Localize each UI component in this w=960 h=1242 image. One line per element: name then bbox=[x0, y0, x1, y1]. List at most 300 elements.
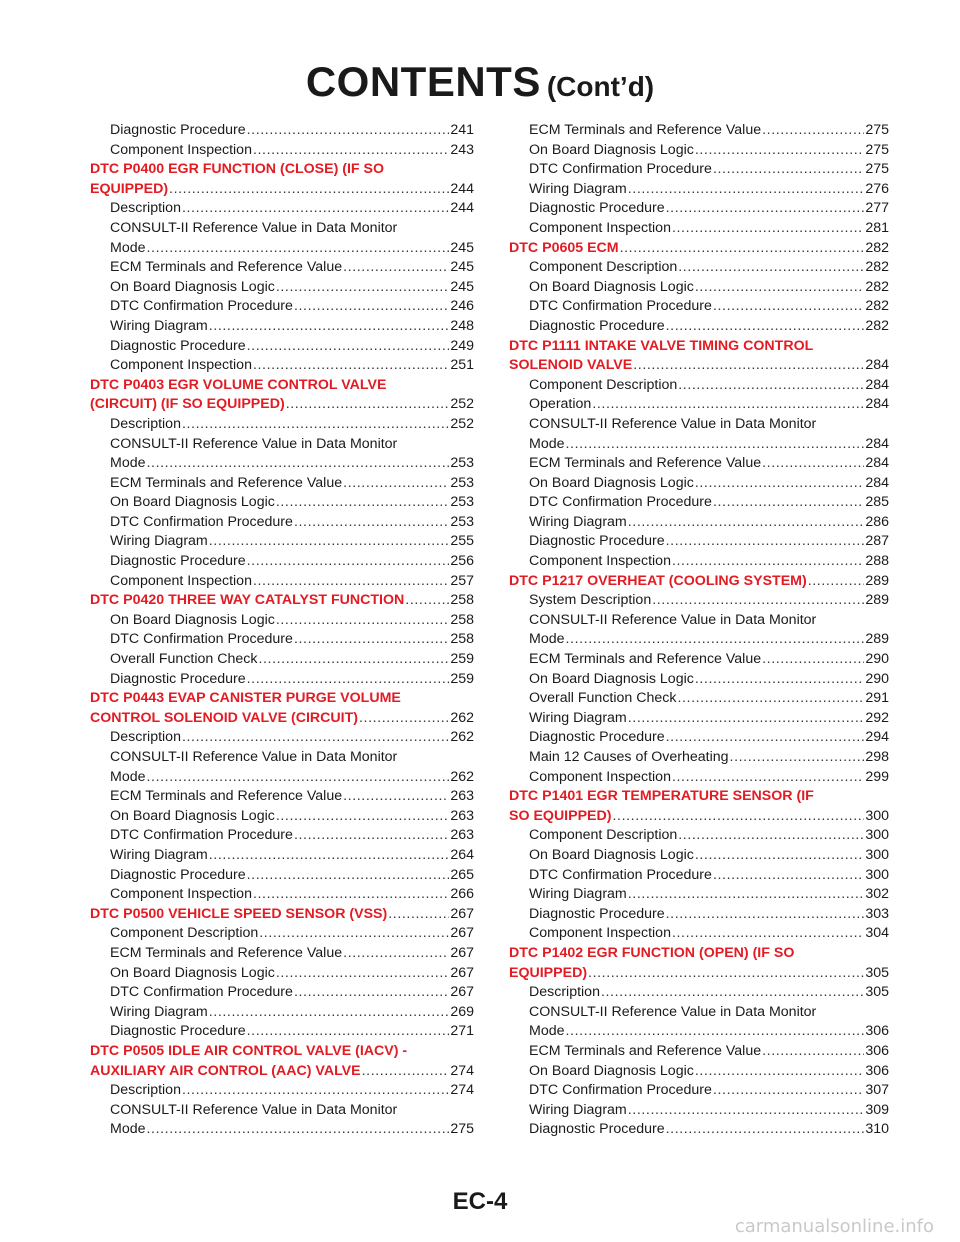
toc-entry[interactable] bbox=[90, 278, 474, 298]
toc-entry[interactable] bbox=[90, 435, 474, 455]
toc-entry-title: On Board Diagnosis Logic bbox=[529, 474, 694, 491]
toc-entry-page: 267 bbox=[450, 944, 474, 961]
watermark: carmanualsonline.info bbox=[734, 1216, 934, 1237]
toc-entry[interactable] bbox=[90, 846, 474, 866]
toc-entry[interactable] bbox=[509, 474, 889, 494]
toc-entry[interactable] bbox=[90, 944, 474, 964]
toc-entry[interactable] bbox=[509, 1101, 889, 1121]
toc-leader-dots bbox=[713, 297, 864, 317]
toc-entry-page: 289 bbox=[865, 592, 889, 609]
toc-right-column bbox=[509, 121, 889, 1140]
toc-entry-title: Diagnostic Procedure bbox=[110, 122, 246, 138]
toc-entry[interactable] bbox=[509, 180, 889, 200]
toc-leader-dots bbox=[678, 376, 864, 396]
toc-entry[interactable] bbox=[509, 905, 889, 925]
toc-entry[interactable] bbox=[509, 513, 889, 533]
toc-leader-dots bbox=[247, 1022, 450, 1042]
toc-entry-title: On Board Diagnosis Logic bbox=[110, 611, 275, 628]
toc-entry[interactable] bbox=[509, 1062, 889, 1082]
toc-entry-title: ECM Terminals and Reference Value bbox=[110, 259, 343, 276]
toc-entry-title: Diagnostic Procedure bbox=[529, 533, 665, 550]
toc-entry-page: 291 bbox=[865, 690, 889, 707]
toc-entry[interactable] bbox=[509, 924, 889, 944]
toc-leader-dots bbox=[294, 513, 449, 533]
toc-entry[interactable] bbox=[90, 866, 474, 886]
toc-entry-page: 294 bbox=[865, 729, 889, 746]
toc-section-heading[interactable] bbox=[90, 395, 474, 415]
toc-entry[interactable] bbox=[509, 415, 889, 435]
toc-entry[interactable] bbox=[509, 395, 889, 415]
toc-entry[interactable] bbox=[90, 728, 474, 748]
toc-entry-title: CONSULT-II Reference Value in Data Monitor bbox=[110, 435, 398, 452]
toc-entry-title: Component Inspection bbox=[529, 768, 671, 785]
toc-leader-dots bbox=[294, 297, 449, 317]
toc-leader-dots bbox=[294, 983, 449, 1003]
toc-entry[interactable] bbox=[90, 983, 474, 1003]
toc-section-heading[interactable] bbox=[90, 1042, 474, 1062]
toc-leader-dots bbox=[247, 337, 450, 357]
toc-entry-page: 255 bbox=[450, 533, 474, 550]
toc-entry[interactable] bbox=[90, 826, 474, 846]
toc-entry[interactable] bbox=[509, 1022, 889, 1042]
toc-entry-title: Component Description bbox=[529, 259, 678, 276]
toc-leader-dots bbox=[247, 670, 450, 690]
toc-entry[interactable] bbox=[90, 239, 474, 259]
toc-entry-title: DTC P0400 EGR FUNCTION (CLOSE) (IF SO bbox=[90, 161, 385, 178]
toc-section-heading[interactable] bbox=[509, 807, 889, 827]
toc-section-heading[interactable] bbox=[90, 905, 474, 925]
toc-entry-page: 282 bbox=[865, 298, 889, 315]
toc-entry-page: 248 bbox=[450, 317, 474, 334]
toc-entry-title: Description bbox=[110, 415, 181, 432]
toc-entry-page: 256 bbox=[450, 553, 474, 570]
toc-entry-page: 302 bbox=[865, 886, 889, 903]
toc-entry-page: 259 bbox=[450, 651, 474, 668]
toc-entry-page: 285 bbox=[865, 494, 889, 511]
toc-entry[interactable] bbox=[509, 493, 889, 513]
toc-entry-title: EQUIPPED) bbox=[90, 180, 169, 197]
toc-entry-page: 310 bbox=[865, 1121, 889, 1138]
toc-entry[interactable] bbox=[509, 532, 889, 552]
toc-entry-page: 257 bbox=[450, 572, 474, 589]
toc-entry-title: ECM Terminals and Reference Value bbox=[529, 651, 762, 668]
toc-entry[interactable] bbox=[90, 924, 474, 944]
toc-entry-page: 262 bbox=[450, 729, 474, 746]
toc-entry[interactable] bbox=[509, 376, 889, 396]
toc-entry-page: 277 bbox=[865, 200, 889, 217]
toc-entry-title: Mode bbox=[529, 631, 565, 648]
toc-entry-title: Diagnostic Procedure bbox=[110, 553, 246, 570]
toc-entry[interactable] bbox=[509, 258, 889, 278]
toc-section-heading[interactable] bbox=[509, 337, 889, 357]
toc-entry[interactable] bbox=[509, 435, 889, 455]
toc-entry-page: 253 bbox=[450, 474, 474, 491]
toc-entry-page: 253 bbox=[450, 513, 474, 530]
toc-entry-title: CONSULT-II Reference Value in Data Monitor bbox=[529, 611, 817, 628]
toc-entry-page: 263 bbox=[450, 827, 474, 844]
toc-entry[interactable] bbox=[90, 768, 474, 788]
toc-entry[interactable] bbox=[509, 219, 889, 239]
toc-entry-title: On Board Diagnosis Logic bbox=[529, 141, 694, 158]
toc-entry-page: 284 bbox=[865, 435, 889, 452]
toc-entry[interactable] bbox=[90, 532, 474, 552]
toc-section-heading[interactable] bbox=[509, 572, 889, 592]
toc-entry[interactable] bbox=[90, 572, 474, 592]
toc-leader-dots bbox=[247, 121, 450, 141]
toc-entry-page: 263 bbox=[450, 788, 474, 805]
toc-entry[interactable] bbox=[509, 866, 889, 886]
toc-entry-title: EQUIPPED) bbox=[509, 964, 588, 981]
toc-entry-title: ECM Terminals and Reference Value bbox=[529, 122, 762, 138]
toc-entry-page: 304 bbox=[865, 925, 889, 942]
toc-section-heading[interactable] bbox=[90, 180, 474, 200]
toc-section-heading[interactable] bbox=[509, 964, 889, 984]
toc-leader-dots bbox=[276, 611, 450, 631]
toc-entry-title: DTC Confirmation Procedure bbox=[529, 161, 712, 178]
toc-entry[interactable] bbox=[509, 846, 889, 866]
toc-entry[interactable] bbox=[509, 650, 889, 670]
page-title bbox=[0, 58, 960, 106]
toc-entry[interactable] bbox=[90, 121, 474, 141]
toc-entry-page: 286 bbox=[865, 513, 889, 530]
toc-entry-title: Wiring Diagram bbox=[529, 709, 627, 726]
toc-entry[interactable] bbox=[90, 1022, 474, 1042]
toc-leader-dots bbox=[566, 435, 865, 455]
toc-leader-dots bbox=[276, 807, 450, 827]
toc-entry-title: CONSULT-II Reference Value in Data Monitor bbox=[529, 415, 817, 432]
toc-entry[interactable] bbox=[90, 474, 474, 494]
toc-entry-page: 262 bbox=[450, 709, 474, 726]
toc-section-heading[interactable] bbox=[90, 160, 474, 180]
toc-entry-page: 245 bbox=[450, 259, 474, 276]
toc-entry-page: 246 bbox=[450, 298, 474, 315]
toc-entry[interactable] bbox=[90, 552, 474, 572]
toc-entry-title: System Description bbox=[529, 592, 652, 609]
toc-leader-dots bbox=[209, 317, 450, 337]
toc-entry-page: 288 bbox=[865, 553, 889, 570]
toc-entry[interactable] bbox=[509, 278, 889, 298]
toc-entry-title: DTC Confirmation Procedure bbox=[529, 1082, 712, 1099]
toc-entry[interactable] bbox=[90, 611, 474, 631]
toc-entry-title: On Board Diagnosis Logic bbox=[110, 807, 275, 824]
toc-entry[interactable] bbox=[509, 709, 889, 729]
toc-entry[interactable] bbox=[509, 630, 889, 650]
toc-entry-title: On Board Diagnosis Logic bbox=[529, 670, 694, 687]
toc-left-column bbox=[90, 121, 474, 1140]
toc-entry[interactable] bbox=[90, 337, 474, 357]
toc-leader-dots bbox=[620, 239, 865, 259]
toc-leader-dots bbox=[253, 885, 449, 905]
toc-entry-page: 258 bbox=[450, 592, 474, 609]
toc-leader-dots bbox=[259, 924, 449, 944]
toc-entry-title: DTC P0403 EGR VOLUME CONTROL VALVE bbox=[90, 376, 387, 393]
toc-leader-dots bbox=[678, 258, 864, 278]
toc-entry-title: DTC P1111 INTAKE VALVE TIMING CONTROL bbox=[509, 337, 814, 354]
toc-leader-dots bbox=[592, 395, 864, 415]
toc-entry-title: AUXILIARY AIR CONTROL (AAC) VALVE bbox=[90, 1062, 361, 1079]
toc-leader-dots bbox=[666, 1120, 865, 1140]
toc-entry[interactable] bbox=[509, 317, 889, 337]
toc-entry-page: 252 bbox=[450, 415, 474, 432]
toc-entry-title: Diagnostic Procedure bbox=[529, 1121, 665, 1138]
toc-entry-title: CONTROL SOLENOID VALVE (CIRCUIT) bbox=[90, 709, 358, 726]
toc-leader-dots bbox=[253, 356, 449, 376]
toc-entry-page: 253 bbox=[450, 455, 474, 472]
toc-entry[interactable] bbox=[90, 1003, 474, 1023]
toc-entry-page: 276 bbox=[865, 180, 889, 197]
toc-entry-title: Component Description bbox=[529, 376, 678, 393]
toc-entry-page: 267 bbox=[450, 905, 474, 922]
toc-section-heading[interactable] bbox=[90, 376, 474, 396]
toc-entry-title: ECM Terminals and Reference Value bbox=[529, 455, 762, 472]
toc-entry[interactable] bbox=[90, 317, 474, 337]
toc-entry-title: Mode bbox=[529, 435, 565, 452]
toc-entry[interactable] bbox=[90, 415, 474, 435]
toc-entry[interactable] bbox=[509, 1081, 889, 1101]
toc-entry-title: Component Inspection bbox=[529, 925, 671, 942]
toc-entry-title: ECM Terminals and Reference Value bbox=[110, 474, 343, 491]
toc-entry[interactable] bbox=[509, 689, 889, 709]
toc-entry-page: 275 bbox=[865, 141, 889, 158]
toc-leader-dots bbox=[652, 591, 864, 611]
toc-leader-dots bbox=[808, 572, 865, 592]
toc-leader-dots bbox=[695, 1062, 865, 1082]
toc-entry[interactable] bbox=[90, 1101, 474, 1121]
toc-entry[interactable] bbox=[90, 493, 474, 513]
toc-entry-title: ECM Terminals and Reference Value bbox=[110, 788, 343, 805]
toc-entry[interactable] bbox=[509, 121, 889, 141]
toc-leader-dots bbox=[672, 552, 864, 572]
toc-entry-title: DTC Confirmation Procedure bbox=[529, 866, 712, 883]
toc-leader-dots bbox=[713, 866, 864, 886]
toc-entry-page: 267 bbox=[450, 925, 474, 942]
toc-entry[interactable] bbox=[90, 1081, 474, 1101]
toc-entry-title: DTC P0420 THREE WAY CATALYST FUNCTION bbox=[90, 592, 405, 609]
toc-leader-dots bbox=[666, 199, 865, 219]
toc-entry-page: 299 bbox=[865, 768, 889, 785]
toc-entry-page: 274 bbox=[450, 1062, 474, 1079]
toc-entry-page: 290 bbox=[865, 651, 889, 668]
toc-entry[interactable] bbox=[509, 199, 889, 219]
toc-entry-title: Overall Function Check bbox=[110, 651, 258, 668]
toc-entry[interactable] bbox=[509, 160, 889, 180]
toc-entry-page: 300 bbox=[865, 807, 889, 824]
toc-entry-title: Component Inspection bbox=[529, 219, 671, 236]
toc-entry[interactable] bbox=[90, 199, 474, 219]
toc-leader-dots bbox=[362, 1062, 450, 1082]
toc-entry[interactable] bbox=[509, 1120, 889, 1140]
toc-leader-dots bbox=[258, 650, 449, 670]
toc-leader-dots bbox=[695, 670, 865, 690]
toc-leader-dots bbox=[628, 1101, 865, 1121]
toc-entry-page: 271 bbox=[450, 1023, 474, 1040]
toc-entry-page: 282 bbox=[865, 259, 889, 276]
toc-entry-title: DTC P1402 EGR FUNCTION (OPEN) (IF SO bbox=[509, 944, 795, 961]
toc-leader-dots bbox=[169, 180, 449, 200]
toc-entry[interactable] bbox=[509, 141, 889, 161]
toc-entry[interactable] bbox=[90, 964, 474, 984]
toc-entry[interactable] bbox=[90, 787, 474, 807]
toc-entry-title: Mode bbox=[110, 239, 146, 256]
toc-section-heading[interactable] bbox=[90, 591, 474, 611]
toc-entry[interactable] bbox=[90, 258, 474, 278]
toc-leader-dots bbox=[666, 905, 865, 925]
page-title-sub: (Cont’d) bbox=[546, 71, 655, 102]
toc-leader-dots bbox=[343, 258, 449, 278]
toc-entry-page: 249 bbox=[450, 337, 474, 354]
toc-entry-title: Diagnostic Procedure bbox=[110, 1023, 246, 1040]
toc-entry[interactable] bbox=[509, 591, 889, 611]
toc-leader-dots bbox=[388, 905, 449, 925]
toc-entry-title: Mode bbox=[110, 455, 146, 472]
toc-leader-dots bbox=[147, 768, 450, 788]
toc-entry-page: 267 bbox=[450, 964, 474, 981]
toc-entry-page: 289 bbox=[865, 631, 889, 648]
toc-leader-dots bbox=[209, 532, 450, 552]
toc-entry-title: Mode bbox=[529, 1023, 565, 1040]
toc-entry-page: 284 bbox=[865, 357, 889, 374]
toc-entry[interactable] bbox=[90, 748, 474, 768]
toc-entry[interactable] bbox=[90, 141, 474, 161]
toc-entry[interactable] bbox=[90, 454, 474, 474]
toc-entry-page: 306 bbox=[865, 1062, 889, 1079]
toc-entry-title: DTC Confirmation Procedure bbox=[529, 494, 712, 511]
toc-entry-title: Wiring Diagram bbox=[529, 513, 627, 530]
toc-section-heading[interactable] bbox=[509, 239, 889, 259]
toc-entry-title: Component Inspection bbox=[110, 141, 252, 158]
toc-entry-title: DTC P1401 EGR TEMPERATURE SENSOR (IF bbox=[509, 788, 814, 805]
toc-entry[interactable] bbox=[509, 826, 889, 846]
toc-section-heading[interactable] bbox=[509, 787, 889, 807]
toc-entry-page: 306 bbox=[865, 1023, 889, 1040]
toc-leader-dots bbox=[762, 1042, 864, 1062]
toc-leader-dots bbox=[762, 650, 864, 670]
toc-entry-title: DTC P1217 OVERHEAT (COOLING SYSTEM) bbox=[509, 572, 807, 589]
toc-entry[interactable] bbox=[90, 670, 474, 690]
toc-entry-title: Component Inspection bbox=[110, 572, 252, 589]
toc-entry[interactable] bbox=[509, 670, 889, 690]
toc-entry[interactable] bbox=[509, 611, 889, 631]
toc-leader-dots bbox=[677, 689, 864, 709]
toc-entry[interactable] bbox=[90, 1120, 474, 1140]
toc-section-heading[interactable] bbox=[90, 709, 474, 729]
toc-entry-title: Component Inspection bbox=[110, 886, 252, 903]
toc-entry-title: On Board Diagnosis Logic bbox=[529, 846, 694, 863]
toc-entry-title: DTC Confirmation Procedure bbox=[529, 298, 712, 315]
toc-entry-page: 245 bbox=[450, 278, 474, 295]
toc-section-heading[interactable] bbox=[509, 944, 889, 964]
toc-entry[interactable] bbox=[509, 1003, 889, 1023]
toc-entry[interactable] bbox=[509, 1042, 889, 1062]
toc-entry[interactable] bbox=[90, 885, 474, 905]
toc-entry[interactable] bbox=[509, 454, 889, 474]
toc-entry-page: 290 bbox=[865, 670, 889, 687]
toc-entry[interactable] bbox=[90, 513, 474, 533]
toc-entry[interactable] bbox=[509, 552, 889, 572]
toc-leader-dots bbox=[695, 474, 865, 494]
toc-entry-title: Component Description bbox=[110, 925, 259, 942]
toc-leader-dots bbox=[343, 787, 449, 807]
toc-entry-page: 300 bbox=[865, 866, 889, 883]
toc-entry-title: On Board Diagnosis Logic bbox=[110, 278, 275, 295]
toc-entry[interactable] bbox=[509, 748, 889, 768]
toc-entry-title: Description bbox=[110, 1082, 181, 1099]
toc-entry[interactable] bbox=[90, 297, 474, 317]
toc-entry-page: 303 bbox=[865, 905, 889, 922]
toc-entry-page: 241 bbox=[450, 122, 474, 138]
toc-entry[interactable] bbox=[509, 297, 889, 317]
toc-entry-title: DTC P0443 EVAP CANISTER PURGE VOLUME bbox=[90, 690, 401, 707]
toc-entry-page: 264 bbox=[450, 846, 474, 863]
toc-entry-page: 300 bbox=[865, 846, 889, 863]
toc-leader-dots bbox=[182, 415, 449, 435]
toc-entry-page: 275 bbox=[865, 161, 889, 178]
toc-entry-title: DTC Confirmation Procedure bbox=[110, 631, 293, 648]
toc-entry[interactable] bbox=[90, 650, 474, 670]
toc-entry-title: On Board Diagnosis Logic bbox=[529, 1062, 694, 1079]
toc-section-heading[interactable] bbox=[509, 356, 889, 376]
toc-entry[interactable] bbox=[509, 983, 889, 1003]
toc-entry-title: Wiring Diagram bbox=[110, 1003, 208, 1020]
toc-entry-page: 258 bbox=[450, 631, 474, 648]
toc-entry-page: 307 bbox=[865, 1082, 889, 1099]
toc-entry-title: Diagnostic Procedure bbox=[529, 200, 665, 217]
toc-entry[interactable] bbox=[90, 630, 474, 650]
toc-section-heading[interactable] bbox=[90, 1062, 474, 1082]
toc-entry-page: 275 bbox=[450, 1121, 474, 1138]
toc-entry[interactable] bbox=[90, 356, 474, 376]
toc-leader-dots bbox=[147, 1120, 450, 1140]
toc-leader-dots bbox=[713, 1081, 864, 1101]
toc-leader-dots bbox=[253, 572, 449, 592]
toc-entry-title: Component Description bbox=[529, 827, 678, 844]
toc-section-heading[interactable] bbox=[90, 689, 474, 709]
toc-entry-title: CONSULT-II Reference Value in Data Monitor bbox=[110, 219, 398, 236]
page-title-main: CONTENTS bbox=[305, 58, 541, 105]
toc-leader-dots bbox=[678, 826, 864, 846]
toc-entry-title: Diagnostic Procedure bbox=[529, 729, 665, 746]
toc-leader-dots bbox=[147, 454, 450, 474]
toc-entry-page: 259 bbox=[450, 670, 474, 687]
toc-leader-dots bbox=[762, 121, 864, 141]
toc-leader-dots bbox=[276, 278, 450, 298]
page-number: EC-4 bbox=[452, 1188, 508, 1215]
toc-leader-dots bbox=[730, 748, 865, 768]
toc-entry-page: 262 bbox=[450, 768, 474, 785]
toc-entry-page: 284 bbox=[865, 376, 889, 393]
toc-entry[interactable] bbox=[509, 768, 889, 788]
toc-leader-dots bbox=[276, 493, 450, 513]
toc-entry[interactable] bbox=[90, 807, 474, 827]
toc-entry-page: 269 bbox=[450, 1003, 474, 1020]
toc-entry-title: DTC Confirmation Procedure bbox=[110, 298, 293, 315]
toc-leader-dots bbox=[286, 395, 450, 415]
toc-leader-dots bbox=[713, 493, 864, 513]
toc-entry[interactable] bbox=[90, 219, 474, 239]
toc-entry-title: Overall Function Check bbox=[529, 690, 677, 707]
toc-entry-title: Diagnostic Procedure bbox=[529, 317, 665, 334]
toc-entry-page: 289 bbox=[865, 572, 889, 589]
toc-entry-page: 266 bbox=[450, 886, 474, 903]
toc-entry-page: 282 bbox=[865, 278, 889, 295]
toc-entry-title: On Board Diagnosis Logic bbox=[110, 964, 275, 981]
toc-entry-title: CONSULT-II Reference Value in Data Monitor bbox=[529, 1003, 817, 1020]
toc-leader-dots bbox=[276, 964, 450, 984]
toc-entry[interactable] bbox=[509, 728, 889, 748]
toc-entry-title: SOLENOID VALVE bbox=[509, 357, 633, 374]
toc-entry[interactable] bbox=[509, 885, 889, 905]
toc-entry-page: 274 bbox=[450, 1082, 474, 1099]
